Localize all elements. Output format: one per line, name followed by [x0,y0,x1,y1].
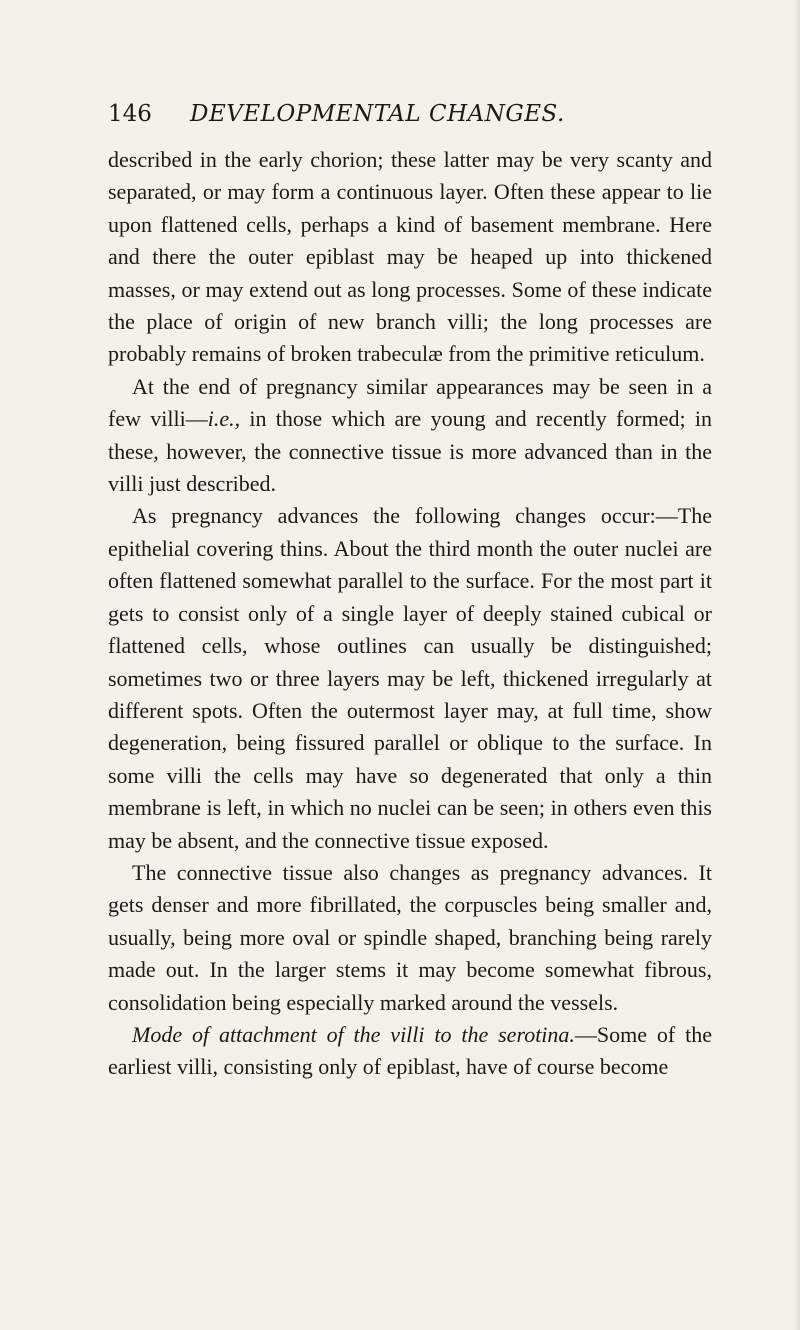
running-title: DEVELOPMENTAL CHANGES. [190,101,565,127]
paragraph-text: in those which are young and recently formed; in these, however, the connective tissue is more advanced than in the villi just described. [108,406,712,497]
paragraph-text: —Some of the earliest villi, consisting only of epiblast, have of course become [108,1021,712,1080]
section-heading: Mode of attachment of the villi to the serotina. [132,1021,575,1047]
paragraph-epithelial-changes: As pregnancy advances the following changes occur:—The epithelial covering thins. About the third month the outer nuclei are often flattened somewhat parallel to the surface. For the most part it gets to consist only of a single layer of deeply stained cubical or flattened cells, whose outlines can usually be distinguished; sometimes two or three layers may be left, thickened irregularly at different spots. Often the outermost layer may, at full time, show degeneration, being fissured parallel or oblique to the surface. In some villi the cells may have so degenerated that only a thin membrane is left, in which no nuclei can be seen; in others even this may be absent, and the connective tissue exposed. [108,503,712,853]
paragraph-connective-tissue: The connective tissue also changes as pregnancy advances. It gets denser and more fibrillated, the corpuscles being smaller and, usually, being more oval or spindle shaped, branching being rarely made out. In the larger stems it may become somewhat fibrous, consolidation being especially marked around the vessels. [108,859,712,1015]
body-text [108,144,712,1084]
running-head [108,96,708,132]
page-number: 146 [108,101,152,127]
paragraph-continuation: described in the early chorion; these latter may be very scanty and separated, or may form a continuous layer. Often these appear to lie upon flattened cells, perhaps a kind of basement membrane. Here and there the outer epiblast may be heaped up into thickened masses, or may extend out as long processes. Some of these indicate the place of origin of new branch villi; the long processes are probably remains of broken trabeculæ from the primitive reticulum. [108,147,712,367]
paragraph-end-of-pregnancy [108,371,712,501]
paragraph-text: At the end of pregnancy similar appearances may be seen in a few villi— [108,373,712,432]
paragraph-mode-of-attachment [108,1019,712,1084]
page-edge-shadow [794,0,800,1330]
abbreviation-ie: i.e., [207,406,241,432]
